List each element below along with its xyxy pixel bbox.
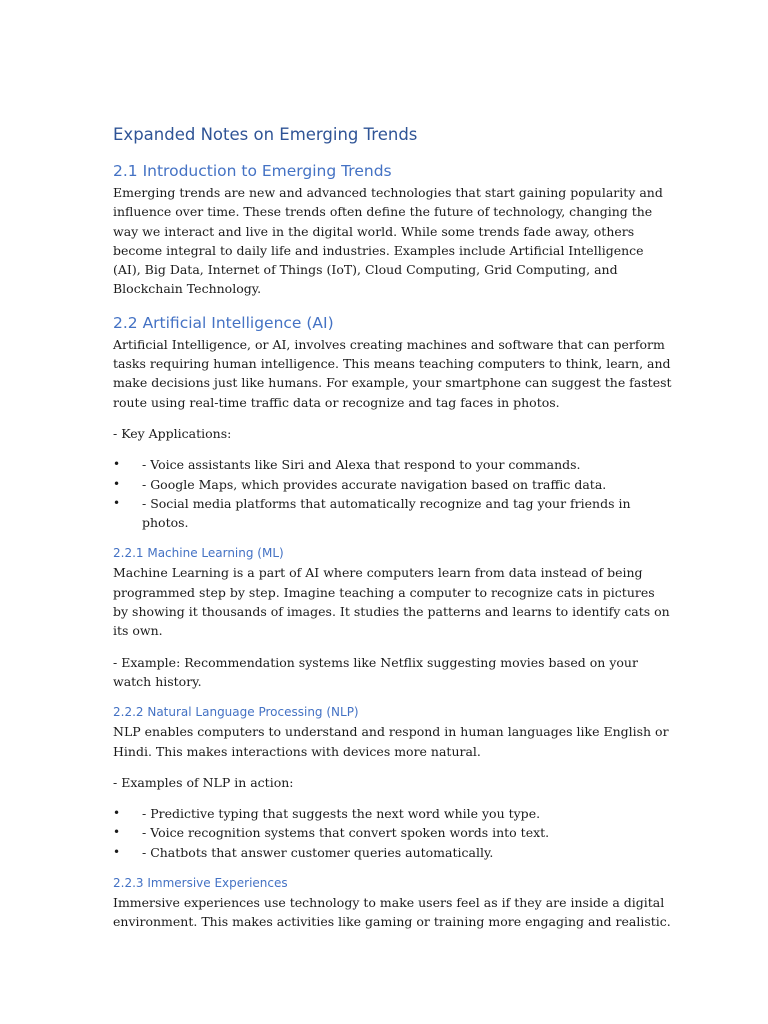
bullet-icon: •: [113, 844, 121, 859]
heading-nlp: 2.2.2 Natural Language Processing (NLP): [113, 705, 359, 720]
list-item: • - Predictive typing that suggests the next word while you type.: [113, 804, 673, 823]
list-item: • - Voice recognition systems that convert spoken words into text.: [113, 823, 673, 842]
nlp-examples-label: - Examples of NLP in action:: [113, 774, 294, 790]
paragraph-ai: Artificial Intelligence, or AI, involves creating machines and software that can perform tasks requiring human intelligence. This means teaching computers to think, learn, and make decisions just like humans. For example, your smartphone can suggest the fastest route using real-time traffic data or recognize and tag faces in photos.: [113, 336, 672, 410]
list-item: • - Social media platforms that automatically recognize and tag your friends in photos.: [113, 495, 631, 531]
paragraph-nlp: NLP enables computers to understand and respond in human languages like English or Hindi. This makes interactions with devices more natural.: [113, 724, 669, 759]
heading-intro: 2.1 Introduction to Emerging Trends: [113, 162, 392, 180]
ai-applications-list: [113, 455, 673, 532]
bullet-icon: •: [113, 806, 121, 821]
paragraph-intro: Emerging trends are new and advanced technologies that start gaining popularity and influence over time. These trends often define the future of technology, changing the way we interact and live in the digital world. While some trends fade away, others become integral to daily life and industries. Examples include Artificial Intelligence (AI), Big Data, Internet of Things (IoT), Cloud Computing, Grid Computing, and Blockchain Technology.: [113, 185, 663, 297]
heading-ai: 2.2 Artificial Intelligence (AI): [113, 313, 334, 332]
key-applications-label: - Key Applications:: [113, 425, 232, 441]
bullet-icon: •: [113, 825, 121, 840]
bullet-icon: •: [113, 457, 121, 472]
document-page: [113, 0, 673, 944]
nlp-examples-list: [113, 804, 673, 862]
heading-ml: 2.2.1 Machine Learning (ML): [113, 546, 284, 561]
example-ml: - Example: Recommendation systems like Netflix suggesting movies based on your watch history.: [113, 654, 638, 689]
list-item: • - Google Maps, which provides accurate navigation based on traffic data.: [113, 475, 673, 494]
heading-immersive: 2.2.3 Immersive Experiences: [113, 876, 288, 891]
paragraph-immersive: Immersive experiences use technology to make users feel as if they are inside a digital environment. This makes activities like gaming or training more engaging and realistic.: [113, 895, 671, 930]
bullet-icon: •: [113, 495, 121, 510]
paragraph-ml: Machine Learning is a part of AI where computers learn from data instead of being programmed step by step. Imagine teaching a computer to recognize cats in pictures by showing it thousands of images. It studies the patterns and learns to identify cats on its own.: [113, 565, 670, 639]
list-item: • - Voice assistants like Siri and Alexa that respond to your commands.: [113, 455, 673, 474]
bullet-icon: •: [113, 476, 121, 491]
document-title: Expanded Notes on Emerging Trends: [113, 125, 418, 144]
list-item: • - Chatbots that answer customer queries automatically.: [113, 843, 673, 862]
